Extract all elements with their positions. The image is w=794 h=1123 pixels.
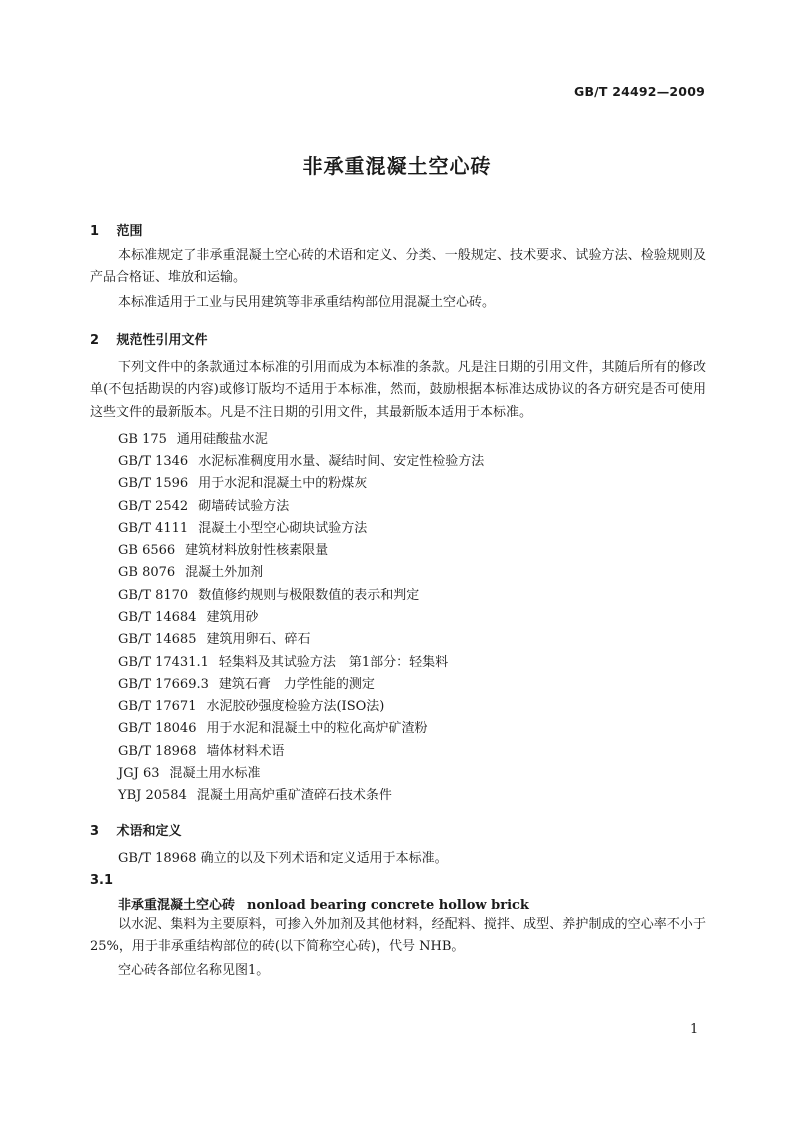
reference-item bbox=[118, 717, 428, 736]
reference-title: 轻集料及其试验方法 第1部分：轻集料 bbox=[218, 655, 449, 670]
reference-item bbox=[118, 695, 384, 714]
reference-code: GB/T 8170 bbox=[118, 588, 189, 603]
section-heading-references bbox=[90, 329, 208, 348]
reference-item bbox=[118, 561, 263, 580]
scope-paragraph-2: 本标准适用于工业与民用建筑等非承重结构部位用混凝土空心砖。 bbox=[118, 295, 496, 310]
section-heading-scope bbox=[90, 220, 143, 239]
term-english: nonload bearing concrete hollow brick bbox=[247, 898, 529, 913]
reference-title: 水泥胶砂强度检验方法(ISO法) bbox=[206, 699, 385, 714]
document-title: 非承重混凝土空心砖 bbox=[302, 154, 492, 178]
reference-item bbox=[118, 606, 259, 625]
section-number: 2 bbox=[90, 333, 100, 348]
reference-title: 建筑材料放射性核素限量 bbox=[185, 543, 329, 558]
section-title: 术语和定义 bbox=[116, 824, 182, 839]
term-heading bbox=[118, 894, 529, 913]
reference-code: GB/T 17431.1 bbox=[118, 655, 209, 670]
section-number: 1 bbox=[90, 224, 100, 239]
reference-code: GB/T 4111 bbox=[118, 521, 189, 536]
reference-item bbox=[118, 784, 392, 803]
figure-reference-note: 空心砖各部位名称见图1。 bbox=[118, 963, 270, 978]
reference-code: YBJ 20584 bbox=[118, 788, 187, 803]
reference-code: GB/T 14684 bbox=[118, 610, 197, 625]
reference-code: GB/T 2542 bbox=[118, 499, 189, 514]
section-title: 规范性引用文件 bbox=[116, 333, 208, 348]
reference-title: 混凝土小型空心砌块试验方法 bbox=[198, 521, 368, 536]
reference-code: JGJ 63 bbox=[118, 766, 160, 781]
reference-title: 砌墙砖试验方法 bbox=[198, 499, 290, 514]
reference-code: GB/T 18968 bbox=[118, 744, 197, 759]
term-definition: 以水泥、集料为主要原料，可掺入外加剂及其他材料，经配料、搅拌、成型、养护制成的空心率不小于25%，用于非承重结构部位的砖(以下简称空心砖)，代号 NHB。 bbox=[90, 917, 706, 955]
reference-item bbox=[118, 539, 328, 558]
section-number: 3 bbox=[90, 824, 100, 839]
reference-code: GB/T 17671 bbox=[118, 699, 197, 714]
reference-item bbox=[118, 472, 367, 491]
terms-intro: GB/T 18968 确立的以及下列术语和定义适用于本标准。 bbox=[118, 851, 448, 866]
reference-item bbox=[118, 740, 285, 759]
reference-item bbox=[118, 628, 311, 647]
reference-code: GB 6566 bbox=[118, 543, 176, 558]
reference-code: GB 8076 bbox=[118, 565, 176, 580]
reference-code: GB/T 17669.3 bbox=[118, 677, 209, 692]
reference-code: GB/T 18046 bbox=[118, 721, 197, 736]
reference-code: GB 175 bbox=[118, 432, 167, 447]
reference-item bbox=[118, 651, 448, 670]
reference-item bbox=[118, 762, 261, 781]
term-chinese: 非承重混凝土空心砖 bbox=[118, 898, 236, 913]
reference-code: GB/T 1596 bbox=[118, 476, 189, 491]
reference-title: 混凝土用水标准 bbox=[169, 766, 261, 781]
reference-code: GB/T 14685 bbox=[118, 632, 197, 647]
reference-title: 墙体材料术语 bbox=[206, 744, 285, 759]
reference-item bbox=[118, 495, 289, 514]
reference-title: 用于水泥和混凝土中的粒化高炉矿渣粉 bbox=[206, 721, 428, 736]
reference-item bbox=[118, 450, 484, 469]
reference-title: 建筑石膏 力学性能的测定 bbox=[218, 677, 375, 692]
reference-title: 混凝土外加剂 bbox=[185, 565, 264, 580]
scope-paragraph-1: 本标准规定了非承重混凝土空心砖的术语和定义、分类、一般规定、技术要求、试验方法、检验规则及产品合格证、堆放和运输。 bbox=[90, 248, 706, 286]
reference-title: 通用硅酸盐水泥 bbox=[176, 432, 268, 447]
section-title: 范围 bbox=[116, 224, 143, 239]
reference-item bbox=[118, 584, 419, 603]
reference-code: GB/T 1346 bbox=[118, 454, 189, 469]
reference-title: 建筑用砂 bbox=[206, 610, 259, 625]
reference-title: 水泥标准稠度用水量、凝结时间、安定性检验方法 bbox=[198, 454, 485, 469]
reference-item bbox=[118, 517, 367, 536]
reference-title: 数值修约规则与极限数值的表示和判定 bbox=[198, 588, 420, 603]
references-intro: 下列文件中的条款通过本标准的引用而成为本标准的条款。凡是注日期的引用文件，其随后所有的修改单(不包括勘误的内容)或修订版均不适用于本标准，然而，鼓励根据本标准达成协议的各方研究是否可使用这些文件的最新版本。凡是不注日期的引用文件，其最新版本适用于本标准。 bbox=[90, 360, 706, 420]
reference-title: 建筑用卵石、碎石 bbox=[206, 632, 311, 647]
reference-item bbox=[118, 673, 375, 692]
standard-code: GB/T 24492—2009 bbox=[573, 84, 705, 99]
page-number: 1 bbox=[690, 1022, 699, 1037]
clause-number: 3.1 bbox=[90, 873, 114, 888]
reference-item bbox=[118, 428, 268, 447]
section-heading-terms bbox=[90, 820, 182, 839]
reference-title: 混凝土用高炉重矿渣碎石技术条件 bbox=[196, 788, 392, 803]
reference-title: 用于水泥和混凝土中的粉煤灰 bbox=[198, 476, 368, 491]
